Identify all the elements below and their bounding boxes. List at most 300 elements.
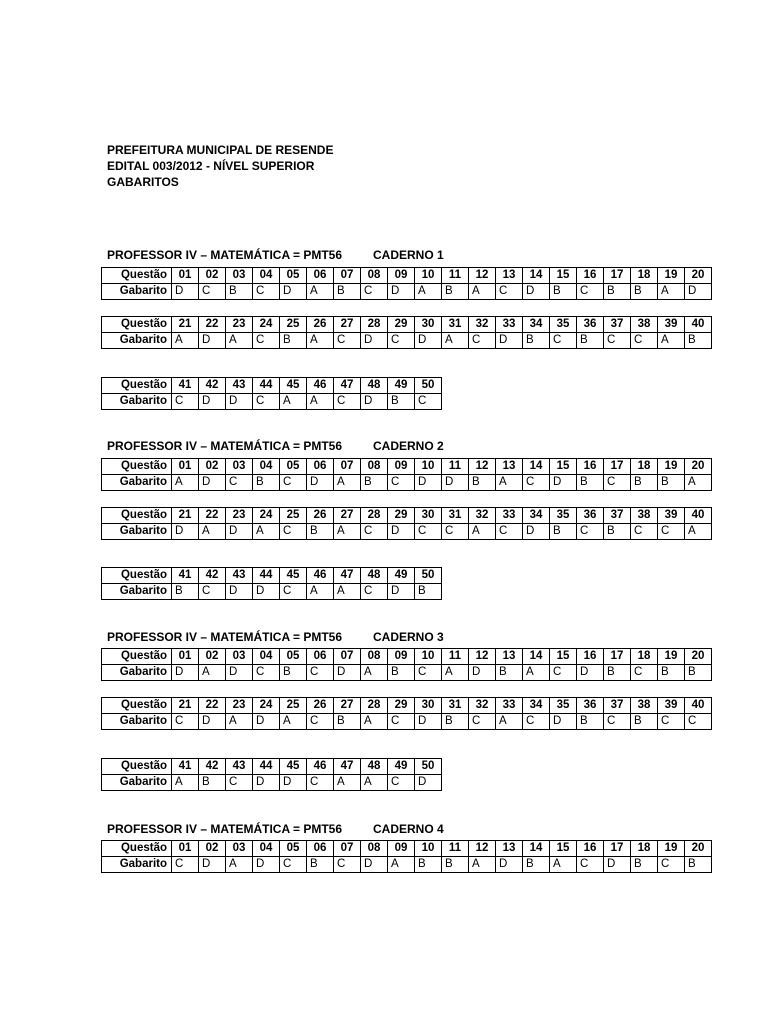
answer-label: Gabarito bbox=[102, 857, 172, 873]
answer-cell: D bbox=[442, 475, 469, 491]
answer-cell: C bbox=[226, 475, 253, 491]
question-number-cell: 46 bbox=[307, 759, 334, 775]
question-number-cell: 21 bbox=[172, 508, 199, 524]
question-number-cell: 09 bbox=[388, 459, 415, 475]
answer-cell: D bbox=[253, 714, 280, 730]
answer-cell: A bbox=[523, 665, 550, 681]
question-number-cell: 27 bbox=[334, 698, 361, 714]
answer-cell: A bbox=[172, 333, 199, 349]
answer-cell: C bbox=[415, 524, 442, 540]
question-number-cell: 13 bbox=[496, 649, 523, 665]
answer-cell: A bbox=[280, 714, 307, 730]
answer-cell: B bbox=[550, 524, 577, 540]
question-number-cell: 41 bbox=[172, 568, 199, 584]
question-number-cell: 41 bbox=[172, 759, 199, 775]
answer-cell: B bbox=[577, 714, 604, 730]
answer-cell: C bbox=[523, 714, 550, 730]
answer-cell: D bbox=[361, 857, 388, 873]
answer-cell: B bbox=[604, 524, 631, 540]
question-number-cell: 15 bbox=[550, 268, 577, 284]
answer-cell: D bbox=[226, 584, 253, 600]
question-number-cell: 49 bbox=[388, 378, 415, 394]
answer-cell: D bbox=[172, 524, 199, 540]
question-row bbox=[102, 759, 442, 775]
question-number-cell: 03 bbox=[226, 459, 253, 475]
answer-cell: D bbox=[523, 284, 550, 300]
question-row bbox=[102, 841, 712, 857]
answer-cell: B bbox=[307, 857, 334, 873]
question-row bbox=[102, 508, 712, 524]
question-number-cell: 31 bbox=[442, 508, 469, 524]
answer-cell: C bbox=[550, 333, 577, 349]
question-number-cell: 14 bbox=[523, 649, 550, 665]
answer-cell: C bbox=[334, 394, 361, 410]
answer-cell: D bbox=[523, 524, 550, 540]
answer-cell: C bbox=[523, 475, 550, 491]
answer-cell: B bbox=[658, 475, 685, 491]
question-number-cell: 37 bbox=[604, 508, 631, 524]
question-number-cell: 25 bbox=[280, 317, 307, 333]
answer-table bbox=[101, 316, 712, 349]
answer-cell: C bbox=[280, 475, 307, 491]
question-number-cell: 34 bbox=[523, 508, 550, 524]
question-number-cell: 29 bbox=[388, 698, 415, 714]
answer-cell: A bbox=[280, 394, 307, 410]
answer-cell: C bbox=[469, 333, 496, 349]
answer-cell: A bbox=[199, 524, 226, 540]
answer-cell: B bbox=[523, 857, 550, 873]
question-number-cell: 17 bbox=[604, 841, 631, 857]
answer-table bbox=[101, 648, 712, 681]
caderno-label: CADERNO 3 bbox=[373, 630, 444, 644]
answer-cell: C bbox=[604, 714, 631, 730]
answer-cell: A bbox=[469, 857, 496, 873]
question-number-cell: 38 bbox=[631, 317, 658, 333]
question-number-cell: 12 bbox=[469, 841, 496, 857]
answer-cell: D bbox=[199, 333, 226, 349]
question-number-cell: 37 bbox=[604, 698, 631, 714]
answer-cell: D bbox=[388, 284, 415, 300]
answer-cell: B bbox=[199, 775, 226, 791]
question-number-cell: 16 bbox=[577, 459, 604, 475]
question-number-cell: 44 bbox=[253, 759, 280, 775]
question-number-cell: 07 bbox=[334, 459, 361, 475]
answer-cell: A bbox=[253, 524, 280, 540]
question-number-cell: 36 bbox=[577, 698, 604, 714]
answer-cell: D bbox=[496, 857, 523, 873]
question-number-cell: 48 bbox=[361, 759, 388, 775]
answer-cell: B bbox=[442, 284, 469, 300]
answer-row bbox=[102, 475, 712, 491]
question-number-cell: 40 bbox=[685, 698, 712, 714]
answer-cell: C bbox=[307, 775, 334, 791]
answer-cell: D bbox=[253, 775, 280, 791]
question-number-cell: 19 bbox=[658, 841, 685, 857]
answer-cell: C bbox=[361, 584, 388, 600]
question-label: Questão bbox=[102, 268, 172, 284]
answer-cell: C bbox=[631, 665, 658, 681]
question-number-cell: 46 bbox=[307, 378, 334, 394]
question-label: Questão bbox=[102, 568, 172, 584]
question-number-cell: 18 bbox=[631, 459, 658, 475]
header-line-3: GABARITOS bbox=[107, 175, 179, 189]
answer-cell: C bbox=[415, 394, 442, 410]
answer-cell: C bbox=[172, 857, 199, 873]
answer-cell: C bbox=[388, 475, 415, 491]
question-number-cell: 44 bbox=[253, 568, 280, 584]
question-number-cell: 18 bbox=[631, 268, 658, 284]
answer-cell: A bbox=[172, 475, 199, 491]
question-label: Questão bbox=[102, 378, 172, 394]
question-number-cell: 26 bbox=[307, 508, 334, 524]
question-number-cell: 47 bbox=[334, 759, 361, 775]
question-row bbox=[102, 698, 712, 714]
answer-cell: B bbox=[604, 284, 631, 300]
answer-cell: C bbox=[442, 524, 469, 540]
answer-label: Gabarito bbox=[102, 584, 172, 600]
answer-label: Gabarito bbox=[102, 284, 172, 300]
answer-cell: D bbox=[334, 665, 361, 681]
question-label: Questão bbox=[102, 841, 172, 857]
question-row bbox=[102, 317, 712, 333]
answer-cell: A bbox=[226, 333, 253, 349]
question-number-cell: 07 bbox=[334, 649, 361, 665]
answer-cell: B bbox=[631, 714, 658, 730]
question-number-cell: 45 bbox=[280, 568, 307, 584]
question-number-cell: 17 bbox=[604, 649, 631, 665]
question-number-cell: 18 bbox=[631, 841, 658, 857]
answer-cell: D bbox=[388, 524, 415, 540]
question-number-cell: 16 bbox=[577, 268, 604, 284]
section-title bbox=[107, 248, 444, 262]
question-number-cell: 05 bbox=[280, 268, 307, 284]
question-number-cell: 42 bbox=[199, 378, 226, 394]
answer-cell: D bbox=[226, 665, 253, 681]
question-number-cell: 15 bbox=[550, 649, 577, 665]
question-number-cell: 08 bbox=[361, 459, 388, 475]
document-header bbox=[107, 142, 333, 190]
question-number-cell: 20 bbox=[685, 268, 712, 284]
question-number-cell: 12 bbox=[469, 459, 496, 475]
answer-cell: B bbox=[226, 284, 253, 300]
question-number-cell: 49 bbox=[388, 568, 415, 584]
answer-cell: C bbox=[496, 524, 523, 540]
answer-cell: A bbox=[334, 584, 361, 600]
question-number-cell: 14 bbox=[523, 268, 550, 284]
question-number-cell: 39 bbox=[658, 698, 685, 714]
question-number-cell: 40 bbox=[685, 508, 712, 524]
question-number-cell: 34 bbox=[523, 698, 550, 714]
question-number-cell: 45 bbox=[280, 378, 307, 394]
question-number-cell: 33 bbox=[496, 317, 523, 333]
answer-cell: A bbox=[307, 333, 334, 349]
question-number-cell: 02 bbox=[199, 268, 226, 284]
question-number-cell: 42 bbox=[199, 568, 226, 584]
answer-cell: D bbox=[361, 394, 388, 410]
question-number-cell: 21 bbox=[172, 317, 199, 333]
question-number-cell: 01 bbox=[172, 459, 199, 475]
answer-cell: B bbox=[577, 333, 604, 349]
question-number-cell: 39 bbox=[658, 508, 685, 524]
question-number-cell: 25 bbox=[280, 508, 307, 524]
question-row bbox=[102, 459, 712, 475]
answer-cell: C bbox=[658, 857, 685, 873]
answer-cell: B bbox=[685, 665, 712, 681]
question-number-cell: 28 bbox=[361, 698, 388, 714]
question-number-cell: 24 bbox=[253, 508, 280, 524]
question-number-cell: 05 bbox=[280, 649, 307, 665]
question-number-cell: 48 bbox=[361, 568, 388, 584]
answer-cell: C bbox=[172, 714, 199, 730]
answer-row bbox=[102, 284, 712, 300]
answer-cell: C bbox=[469, 714, 496, 730]
answer-cell: B bbox=[631, 475, 658, 491]
question-number-cell: 32 bbox=[469, 317, 496, 333]
answer-cell: A bbox=[388, 857, 415, 873]
answer-cell: C bbox=[226, 775, 253, 791]
answer-cell: D bbox=[685, 284, 712, 300]
answer-cell: A bbox=[550, 857, 577, 873]
answer-cell: C bbox=[307, 665, 334, 681]
question-number-cell: 06 bbox=[307, 268, 334, 284]
question-number-cell: 16 bbox=[577, 841, 604, 857]
question-number-cell: 29 bbox=[388, 508, 415, 524]
answer-cell: A bbox=[469, 524, 496, 540]
question-number-cell: 11 bbox=[442, 841, 469, 857]
answer-cell: D bbox=[361, 333, 388, 349]
question-number-cell: 01 bbox=[172, 841, 199, 857]
question-number-cell: 06 bbox=[307, 841, 334, 857]
section-title-text: PROFESSOR IV – MATEMÁTICA = PMT56 bbox=[107, 248, 343, 262]
answer-cell: D bbox=[307, 475, 334, 491]
answer-cell: A bbox=[496, 714, 523, 730]
answer-cell: C bbox=[280, 857, 307, 873]
question-number-cell: 32 bbox=[469, 508, 496, 524]
question-number-cell: 10 bbox=[415, 649, 442, 665]
answer-cell: B bbox=[388, 665, 415, 681]
answer-cell: D bbox=[199, 394, 226, 410]
answer-cell: B bbox=[523, 333, 550, 349]
answer-cell: B bbox=[550, 284, 577, 300]
question-number-cell: 18 bbox=[631, 649, 658, 665]
question-number-cell: 33 bbox=[496, 698, 523, 714]
question-number-cell: 25 bbox=[280, 698, 307, 714]
question-number-cell: 34 bbox=[523, 317, 550, 333]
answer-cell: C bbox=[388, 714, 415, 730]
question-number-cell: 10 bbox=[415, 268, 442, 284]
question-label: Questão bbox=[102, 759, 172, 775]
question-number-cell: 26 bbox=[307, 698, 334, 714]
question-number-cell: 23 bbox=[226, 508, 253, 524]
question-number-cell: 04 bbox=[253, 649, 280, 665]
answer-cell: B bbox=[442, 714, 469, 730]
answer-cell: C bbox=[199, 584, 226, 600]
question-number-cell: 04 bbox=[253, 841, 280, 857]
answer-cell: B bbox=[658, 665, 685, 681]
question-number-cell: 13 bbox=[496, 459, 523, 475]
answer-cell: D bbox=[415, 714, 442, 730]
answer-cell: C bbox=[361, 524, 388, 540]
answer-cell: A bbox=[442, 665, 469, 681]
answer-cell: A bbox=[496, 475, 523, 491]
question-number-cell: 14 bbox=[523, 459, 550, 475]
answer-cell: A bbox=[172, 775, 199, 791]
section-title-text: PROFESSOR IV – MATEMÁTICA = PMT56 bbox=[107, 630, 343, 644]
answer-cell: B bbox=[280, 665, 307, 681]
caderno-label: CADERNO 4 bbox=[373, 822, 444, 836]
question-number-cell: 27 bbox=[334, 317, 361, 333]
question-number-cell: 02 bbox=[199, 841, 226, 857]
question-label: Questão bbox=[102, 698, 172, 714]
answer-row bbox=[102, 333, 712, 349]
question-number-cell: 07 bbox=[334, 841, 361, 857]
question-row bbox=[102, 268, 712, 284]
question-number-cell: 07 bbox=[334, 268, 361, 284]
answer-cell: B bbox=[334, 714, 361, 730]
question-number-cell: 43 bbox=[226, 568, 253, 584]
question-number-cell: 20 bbox=[685, 649, 712, 665]
answer-cell: A bbox=[334, 475, 361, 491]
answer-cell: D bbox=[253, 857, 280, 873]
answer-cell: D bbox=[550, 714, 577, 730]
answer-cell: B bbox=[172, 584, 199, 600]
question-number-cell: 16 bbox=[577, 649, 604, 665]
answer-cell: D bbox=[199, 714, 226, 730]
answer-cell: B bbox=[415, 857, 442, 873]
answer-label: Gabarito bbox=[102, 775, 172, 791]
question-number-cell: 50 bbox=[415, 759, 442, 775]
caderno-label: CADERNO 2 bbox=[373, 439, 444, 453]
answer-cell: D bbox=[577, 665, 604, 681]
question-label: Questão bbox=[102, 649, 172, 665]
answer-cell: B bbox=[388, 394, 415, 410]
answer-cell: D bbox=[226, 524, 253, 540]
answer-cell: D bbox=[280, 775, 307, 791]
question-number-cell: 01 bbox=[172, 649, 199, 665]
question-number-cell: 30 bbox=[415, 508, 442, 524]
answer-cell: D bbox=[469, 665, 496, 681]
question-number-cell: 31 bbox=[442, 317, 469, 333]
question-number-cell: 38 bbox=[631, 508, 658, 524]
answer-cell: D bbox=[415, 475, 442, 491]
answer-label: Gabarito bbox=[102, 475, 172, 491]
question-number-cell: 50 bbox=[415, 378, 442, 394]
answer-cell: D bbox=[415, 775, 442, 791]
question-number-cell: 10 bbox=[415, 841, 442, 857]
section-title bbox=[107, 630, 444, 644]
question-number-cell: 30 bbox=[415, 698, 442, 714]
answer-cell: A bbox=[442, 333, 469, 349]
answer-cell: D bbox=[280, 284, 307, 300]
answer-cell: D bbox=[199, 857, 226, 873]
question-number-cell: 24 bbox=[253, 317, 280, 333]
answer-cell: C bbox=[658, 714, 685, 730]
answer-cell: B bbox=[442, 857, 469, 873]
answer-cell: A bbox=[334, 524, 361, 540]
answer-cell: C bbox=[388, 775, 415, 791]
question-number-cell: 36 bbox=[577, 508, 604, 524]
question-number-cell: 15 bbox=[550, 841, 577, 857]
caderno-label: CADERNO 1 bbox=[373, 248, 444, 262]
answer-cell: A bbox=[361, 665, 388, 681]
answer-table bbox=[101, 567, 442, 600]
answer-cell: B bbox=[415, 584, 442, 600]
question-number-cell: 11 bbox=[442, 649, 469, 665]
question-number-cell: 43 bbox=[226, 378, 253, 394]
answer-cell: D bbox=[415, 333, 442, 349]
question-number-cell: 09 bbox=[388, 841, 415, 857]
question-number-cell: 33 bbox=[496, 508, 523, 524]
answer-cell: A bbox=[334, 775, 361, 791]
question-number-cell: 08 bbox=[361, 841, 388, 857]
question-number-cell: 24 bbox=[253, 698, 280, 714]
answer-cell: C bbox=[496, 284, 523, 300]
question-number-cell: 19 bbox=[658, 268, 685, 284]
question-number-cell: 35 bbox=[550, 317, 577, 333]
question-number-cell: 42 bbox=[199, 759, 226, 775]
question-number-cell: 26 bbox=[307, 317, 334, 333]
answer-cell: A bbox=[307, 584, 334, 600]
answer-cell: C bbox=[334, 333, 361, 349]
question-number-cell: 20 bbox=[685, 459, 712, 475]
question-number-cell: 49 bbox=[388, 759, 415, 775]
question-number-cell: 47 bbox=[334, 568, 361, 584]
answer-cell: C bbox=[631, 524, 658, 540]
question-number-cell: 38 bbox=[631, 698, 658, 714]
answer-cell: C bbox=[199, 284, 226, 300]
question-number-cell: 36 bbox=[577, 317, 604, 333]
answer-cell: D bbox=[226, 394, 253, 410]
question-number-cell: 19 bbox=[658, 649, 685, 665]
question-row bbox=[102, 649, 712, 665]
answer-cell: D bbox=[172, 665, 199, 681]
answer-cell: A bbox=[361, 714, 388, 730]
answer-cell: D bbox=[253, 584, 280, 600]
answer-table bbox=[101, 267, 712, 300]
question-number-cell: 02 bbox=[199, 459, 226, 475]
answer-cell: B bbox=[361, 475, 388, 491]
answer-label: Gabarito bbox=[102, 524, 172, 540]
question-number-cell: 46 bbox=[307, 568, 334, 584]
question-number-cell: 41 bbox=[172, 378, 199, 394]
answer-row bbox=[102, 775, 442, 791]
answer-cell: B bbox=[469, 475, 496, 491]
answer-cell: A bbox=[685, 524, 712, 540]
question-number-cell: 27 bbox=[334, 508, 361, 524]
section-title-text: PROFESSOR IV – MATEMÁTICA = PMT56 bbox=[107, 439, 343, 453]
answer-table bbox=[101, 840, 712, 873]
answer-row bbox=[102, 714, 712, 730]
answer-cell: B bbox=[631, 284, 658, 300]
answer-label: Gabarito bbox=[102, 333, 172, 349]
answer-cell: B bbox=[334, 284, 361, 300]
question-number-cell: 06 bbox=[307, 459, 334, 475]
answer-cell: A bbox=[307, 394, 334, 410]
question-number-cell: 15 bbox=[550, 459, 577, 475]
answer-cell: A bbox=[226, 857, 253, 873]
question-number-cell: 03 bbox=[226, 268, 253, 284]
answer-cell: C bbox=[577, 524, 604, 540]
question-number-cell: 48 bbox=[361, 378, 388, 394]
question-number-cell: 17 bbox=[604, 459, 631, 475]
question-number-cell: 28 bbox=[361, 508, 388, 524]
answer-cell: B bbox=[253, 475, 280, 491]
question-number-cell: 23 bbox=[226, 317, 253, 333]
question-number-cell: 35 bbox=[550, 698, 577, 714]
answer-cell: A bbox=[415, 284, 442, 300]
answer-cell: C bbox=[253, 394, 280, 410]
answer-cell: B bbox=[685, 857, 712, 873]
